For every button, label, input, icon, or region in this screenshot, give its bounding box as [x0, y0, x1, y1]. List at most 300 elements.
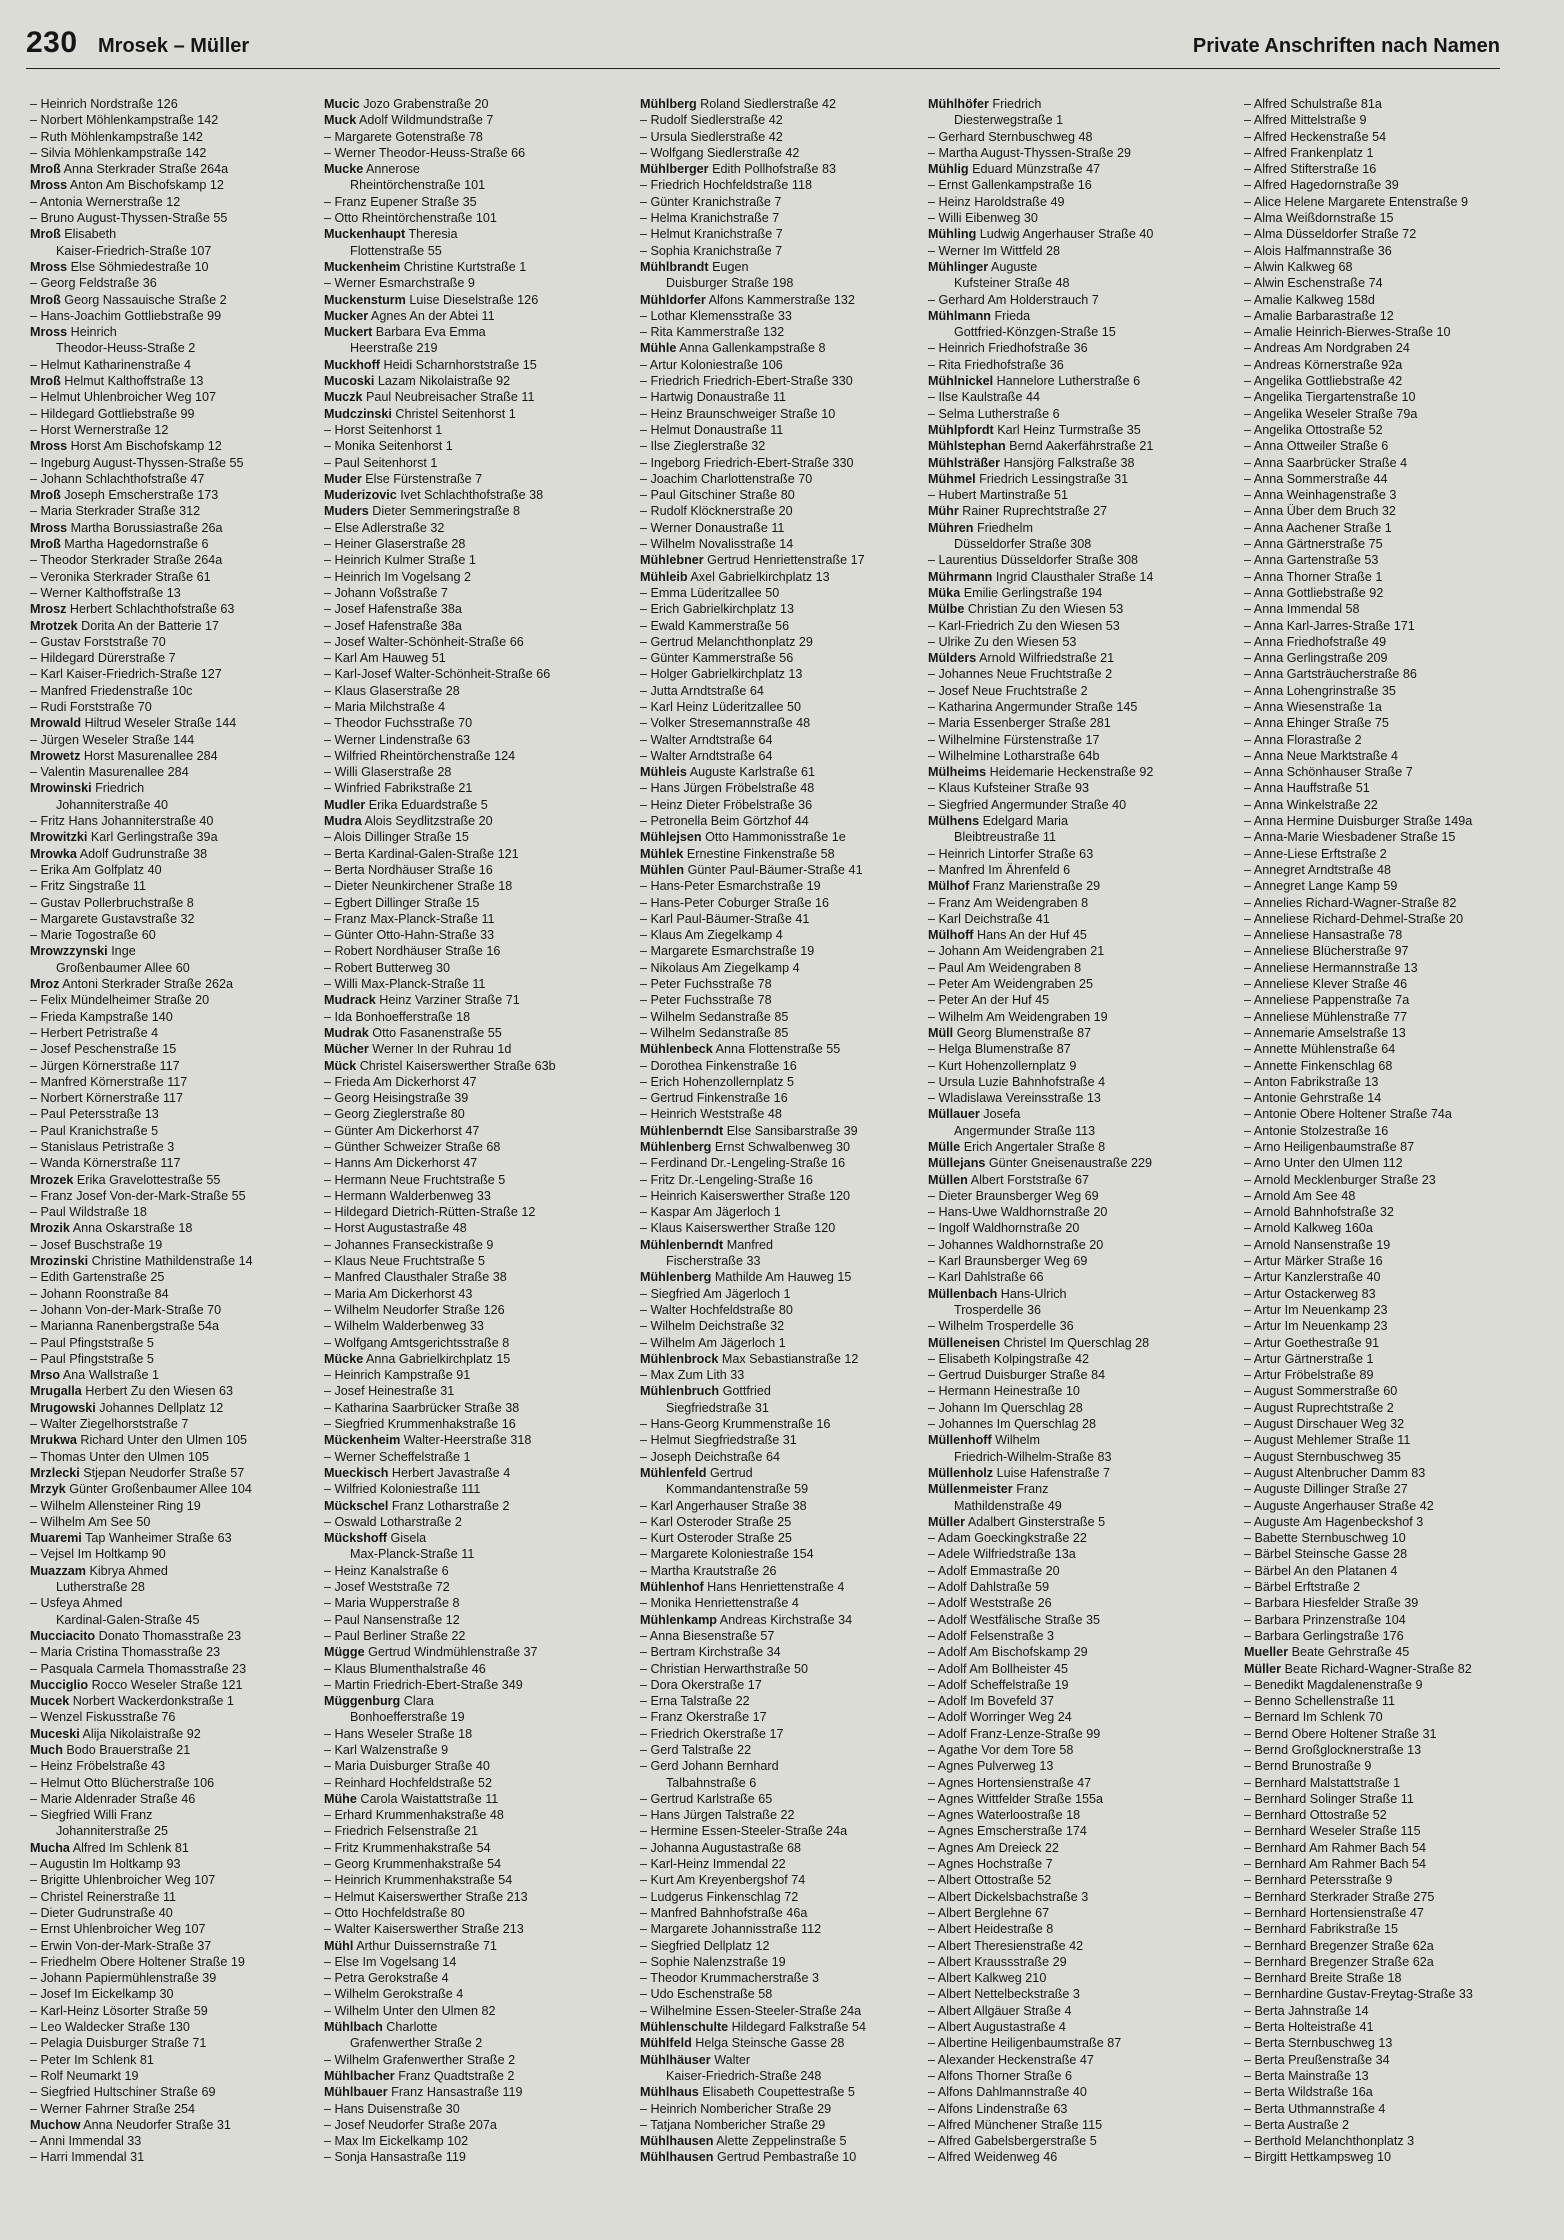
directory-entry	[1244, 1644, 1542, 1660]
entry-text: – Jürgen Körnerstraße 117	[30, 1058, 180, 1073]
entry-text: Erich Angertaler Straße 8	[963, 1140, 1106, 1154]
directory-entry	[324, 1318, 622, 1334]
entry-text: – Winfried Fabrikstraße 21	[324, 781, 473, 796]
directory-entry	[928, 520, 1226, 536]
directory-entry	[640, 324, 938, 340]
entry-text: – Paul Wildstraße 18	[30, 1205, 147, 1220]
directory-entry	[324, 683, 622, 699]
directory-entry	[30, 878, 328, 894]
surname: Mudrack	[324, 993, 376, 1008]
surname: Mrozik	[30, 1221, 70, 1236]
directory-entry	[324, 455, 622, 471]
entry-text: – Heinrich Krummenhakstraße 54	[324, 1873, 513, 1888]
directory-entry	[324, 536, 622, 552]
entry-text: – Manfred Bahnhofstraße 46a	[640, 1905, 808, 1920]
entry-text: – Heinrich Nombericher Straße 29	[640, 2101, 832, 2116]
entry-text: – Siegfried Am Jägerloch 1	[640, 1286, 791, 1301]
entry-text: – Ernst Gallenkampstraße 16	[928, 178, 1092, 193]
entry-text: – Heiner Glaserstraße 28	[324, 537, 466, 552]
entry-text: – Paul Seitenhorst 1	[324, 455, 438, 470]
entry-text: Annerose	[366, 162, 420, 177]
entry-text: – Dorothea Finkenstraße 16	[640, 1058, 797, 1073]
entry-text: – Rudi Forststraße 70	[30, 699, 152, 714]
entry-text: – Karl Dahlstraße 66	[928, 1270, 1044, 1285]
directory-entry	[324, 2101, 622, 2117]
directory-entry	[30, 275, 328, 291]
entry-text: Franz Quadtstraße 2	[398, 2068, 515, 2083]
directory-entry	[640, 927, 938, 943]
entry-text: Antoni Sterkrader Straße 262a	[62, 977, 234, 992]
entry-text: – Werner Kalthoffstraße 13	[30, 585, 181, 600]
entry-text: – Bernhard Bregenzer Straße 62a	[1244, 1954, 1434, 1969]
entry-text: Friedrich	[992, 97, 1042, 111]
entry-text: Alfred Im Schlenk 81	[72, 1840, 189, 1855]
directory-entry	[30, 292, 328, 308]
directory-entry	[30, 1791, 328, 1807]
directory-entry	[1244, 1498, 1542, 1514]
directory-entry	[1244, 2052, 1542, 2068]
entry-text: Andreas Kirchstraße 34	[719, 1612, 853, 1627]
directory-entry	[640, 1058, 938, 1074]
directory-entry	[928, 471, 1226, 487]
surname: Mroß	[30, 162, 61, 177]
entry-text: – Josef Neudorfer Straße 207a	[324, 2117, 497, 2132]
entry-text: – Anneliese Hermannstraße 13	[1244, 960, 1418, 975]
entry-text: – Laurentius Düsseldorfer Straße 308	[928, 553, 1139, 568]
entry-text: – Berta Nordhäuser Straße 16	[324, 862, 493, 877]
directory-entry	[640, 1302, 938, 1318]
entry-text: – Annegret Arndtstraße 48	[1244, 862, 1392, 877]
entry-text: – Wilfried Koloniestraße 111	[324, 1482, 481, 1497]
directory-entry	[1244, 1840, 1542, 1856]
directory-entry	[1244, 585, 1542, 601]
directory-entry	[640, 259, 938, 275]
directory-entry	[324, 259, 622, 275]
entry-text: – Karl Deichstraße 41	[928, 911, 1050, 926]
surname: Mrowetz	[30, 748, 81, 763]
entry-text: – Heinrich Kulmer Straße 1	[324, 553, 476, 568]
entry-text: – Bärbel Erftstraße 2	[1244, 1580, 1361, 1595]
directory-entry	[30, 1726, 328, 1742]
directory-entry	[324, 634, 622, 650]
directory-entry	[1244, 569, 1542, 585]
surname: Mührmann	[928, 569, 993, 584]
entry-text: – Gerd Talstraße 22	[640, 1742, 752, 1757]
surname: Mrotzek	[30, 618, 78, 633]
directory-entry	[928, 1546, 1226, 1562]
entry-text: – Otto Hochfeldstraße 80	[324, 1905, 465, 1920]
directory-entry	[928, 748, 1226, 764]
directory-entry	[324, 1530, 622, 1546]
directory-entry	[928, 1237, 1226, 1253]
entry-text: – Ulrike Zu den Wiesen 53	[928, 634, 1077, 649]
entry-text: – Veronika Sterkrader Straße 61	[30, 569, 211, 584]
entry-text: Christine Kurtstraße 1	[403, 259, 527, 274]
directory-entry	[640, 1758, 938, 1774]
entry-text: Stjepan Neudorfer Straße 57	[83, 1465, 245, 1480]
directory-entry	[640, 1612, 938, 1628]
directory-entry	[640, 226, 938, 242]
directory-entry	[928, 1677, 1226, 1693]
directory-entry	[30, 112, 328, 128]
entry-text: – Anneliese Pappenstraße 7a	[1244, 993, 1410, 1008]
entry-text: Friedrich	[95, 781, 145, 796]
directory-entry	[324, 943, 622, 959]
directory-entry	[30, 1530, 328, 1546]
directory-entry	[30, 177, 328, 193]
directory-entry	[640, 1970, 938, 1986]
directory-entry	[640, 1677, 938, 1693]
directory-entry	[1244, 1954, 1542, 1970]
entry-text: – Hans Duisenstraße 30	[324, 2101, 460, 2116]
directory-entry	[1244, 1709, 1542, 1725]
directory-entry	[640, 618, 938, 634]
directory-entry	[324, 406, 622, 422]
entry-text: – Klaus Neue Fruchtstraße 5	[324, 1254, 485, 1269]
entry-text: – Franz Okerstraße 17	[640, 1710, 767, 1725]
directory-entry	[324, 780, 622, 796]
entry-text: – Marie Togostraße 60	[30, 928, 156, 943]
entry-text: – Birgitt Hettkampsweg 10	[1244, 2150, 1391, 2165]
directory-entry	[30, 243, 328, 259]
entry-text: – Adele Wilfriedstraße 13a	[928, 1547, 1076, 1562]
entry-text: Alois Seydlitzstraße 20	[364, 814, 493, 829]
entry-text: – Helmut Uhlenbroicher Weg 107	[30, 390, 216, 405]
surname: Mucciacito	[30, 1628, 96, 1643]
directory-entry	[1244, 471, 1542, 487]
entry-text: – Otto Rheintörchenstraße 101	[324, 211, 497, 226]
directory-entry	[30, 1661, 328, 1677]
directory-entry	[324, 1449, 622, 1465]
entry-text: – Fritz Hans Johanniterstraße 40	[30, 814, 214, 829]
entry-text: Jozo Grabenstraße 20	[363, 97, 489, 111]
entry-text: – Petronella Beim Görtzhof 44	[640, 814, 809, 829]
directory-entry	[30, 1954, 328, 1970]
surname: Mühlinger	[928, 259, 989, 274]
directory-column-4	[928, 96, 1226, 2166]
entry-text: – Kurt Am Kreyenbergshof 74	[640, 1873, 806, 1888]
directory-entry	[928, 455, 1226, 471]
entry-text: Anton Am Bischofskamp 12	[69, 178, 224, 193]
entry-text: – Anna Hermine Duisburger Straße 149a	[1244, 814, 1473, 829]
directory-entry	[324, 1905, 622, 1921]
directory-entry	[1244, 618, 1542, 634]
directory-entry	[928, 1628, 1226, 1644]
directory-entry	[1244, 1025, 1542, 1041]
directory-entry	[640, 1498, 938, 1514]
entry-text: Else Fürstenstraße 7	[365, 471, 483, 486]
entry-text: – Gerhard Am Holderstrauch 7	[928, 292, 1099, 307]
directory-entry	[640, 1172, 938, 1188]
entry-text: – Albert Augustastraße 4	[928, 2020, 1066, 2035]
entry-text: – Heinrich Weststraße 48	[640, 1107, 782, 1122]
entry-text: – Annegret Lange Kamp 59	[1244, 879, 1398, 894]
entry-text: – Rolf Neumarkt 19	[30, 2068, 139, 2083]
entry-text: – Agnes Am Dreieck 22	[928, 1840, 1059, 1855]
directory-entry	[324, 357, 622, 373]
directory-entry	[1244, 960, 1542, 976]
entry-text: Ernestine Finkenstraße 58	[686, 846, 835, 861]
directory-entry	[928, 1155, 1226, 1171]
surname: Muceski	[30, 1726, 80, 1741]
entry-text: – Albert Dickelsbachstraße 3	[928, 1889, 1089, 1904]
directory-entry	[324, 585, 622, 601]
entry-text: – Alfred Hagedornstraße 39	[1244, 178, 1399, 193]
entry-text: – Anna Lohengrinstraße 35	[1244, 683, 1396, 698]
directory-entry	[928, 194, 1226, 210]
directory-entry	[324, 1204, 622, 1220]
directory-entry	[324, 927, 622, 943]
entry-text: – Erika Am Golfplatz 40	[30, 862, 162, 877]
directory-entry	[30, 1823, 328, 1839]
entry-text: Alette Zeppelinstraße 5	[716, 2134, 847, 2149]
entry-text: – Alma Weißdornstraße 15	[1244, 211, 1394, 226]
entry-text: Franz Marienstraße 29	[972, 879, 1101, 894]
directory-entry	[640, 748, 938, 764]
entry-text: – Josef Walter-Schönheit-Straße 66	[324, 634, 524, 649]
surname: Mroß	[30, 537, 61, 552]
entry-text: – Erna Talstraße 22	[640, 1694, 750, 1709]
directory-entry	[30, 1139, 328, 1155]
entry-text: – Siegfried Dellplatz 12	[640, 1938, 770, 1953]
directory-entry	[928, 129, 1226, 145]
surname: Mühren	[928, 520, 974, 535]
surname: Mroß	[30, 292, 61, 307]
entry-text: – Johann Von-der-Mark-Straße 70	[30, 1302, 222, 1317]
directory-entry	[928, 226, 1226, 242]
entry-text: – Agnes Wittfelder Straße 155a	[928, 1791, 1104, 1806]
entry-text: Angermunder Straße 113	[954, 1123, 1096, 1138]
entry-text: – Monika Seitenhorst 1	[324, 439, 453, 454]
directory-entry	[1244, 2133, 1542, 2149]
entry-text: Josefa	[983, 1107, 1021, 1122]
directory-entry	[928, 992, 1226, 1008]
surname: Mühlenkamp	[640, 1612, 717, 1627]
surname: Mühlberger	[640, 162, 709, 177]
directory-entry	[1244, 2019, 1542, 2035]
entry-text: – Georg Krummenhakstraße 54	[324, 1857, 502, 1872]
entry-text: – Bernhard Sterkrader Straße 275	[1244, 1889, 1435, 1904]
directory-entry	[928, 764, 1226, 780]
directory-entry	[1244, 2101, 1542, 2117]
entry-text: – Arnold Nansenstraße 19	[1244, 1237, 1391, 1252]
directory-entry	[30, 1921, 328, 1937]
surname: Mrukwa	[30, 1433, 77, 1448]
entry-text: – Anna Neue Marktstraße 4	[1244, 748, 1399, 763]
surname: Mühe	[324, 1791, 357, 1806]
directory-entry	[30, 1970, 328, 1986]
entry-text: – Wilhelm Am See 50	[30, 1514, 151, 1529]
surname: Müllenhoff	[928, 1433, 992, 1448]
directory-entry	[1244, 927, 1542, 943]
directory-entry	[1244, 161, 1542, 177]
directory-entry	[928, 1938, 1226, 1954]
directory-entry	[640, 471, 938, 487]
entry-text: Friedrich-Wilhelm-Straße 83	[954, 1449, 1112, 1464]
entry-text: – Wilhelmine Fürstenstraße 17	[928, 732, 1100, 747]
directory-entry	[324, 1041, 622, 1057]
directory-entry	[30, 715, 328, 731]
entry-text: – Annette Finkenschlag 68	[1244, 1058, 1393, 1073]
directory-entry	[324, 1009, 622, 1025]
directory-entry	[30, 1693, 328, 1709]
surname: Mrosz	[30, 602, 67, 617]
entry-text: Martha Hagedornstraße 6	[64, 537, 209, 552]
directory-entry	[928, 2035, 1226, 2051]
entry-text: Siegfriedstraße 31	[666, 1400, 769, 1415]
directory-entry	[30, 487, 328, 503]
entry-text: – Brigitte Uhlenbroicher Weg 107	[30, 1873, 216, 1888]
directory-entry	[640, 1204, 938, 1220]
directory-entry	[928, 943, 1226, 959]
directory-entry	[30, 992, 328, 1008]
entry-text: – Ingolf Waldhornstraße 20	[928, 1221, 1080, 1236]
entry-text: – Antonie Stolzestraße 16	[1244, 1123, 1389, 1138]
directory-entry	[1244, 438, 1542, 454]
directory-entry	[30, 1465, 328, 1481]
directory-entry	[640, 520, 938, 536]
entry-text: Alfons Kammerstraße 132	[708, 292, 855, 307]
entry-text: Beate Gehrstraße 45	[1291, 1645, 1410, 1660]
directory-entry	[640, 878, 938, 894]
entry-text: – Wilhelm Neudorfer Straße 126	[324, 1302, 505, 1317]
entry-text: – Wilhelm Am Jägerloch 1	[640, 1335, 786, 1350]
surname: Mross	[30, 439, 68, 454]
directory-entry	[324, 1220, 622, 1236]
entry-text: – Paul Nansenstraße 12	[324, 1612, 460, 1627]
surname: Muckenheim	[324, 259, 401, 274]
entry-text: – Friedhelm Obere Holtener Straße 19	[30, 1954, 245, 1969]
entry-text: – Theodor Krummacherstraße 3	[640, 1971, 819, 1986]
entry-text: – Manfred Clausthaler Straße 38	[324, 1270, 507, 1285]
entry-text: – Katharina Angermunder Straße 145	[928, 699, 1138, 714]
entry-text: – Annette Mühlenstraße 64	[1244, 1042, 1396, 1057]
directory-entry	[324, 308, 622, 324]
entry-text: – Rita Kammerstraße 132	[640, 325, 785, 340]
directory-entry	[30, 455, 328, 471]
entry-text: – Josef Hafenstraße 38a	[324, 602, 462, 617]
entry-text: – Erich Hohenzollernplatz 5	[640, 1074, 795, 1089]
entry-text: – Georg Zieglerstraße 80	[324, 1107, 465, 1122]
directory-entry	[324, 226, 622, 242]
directory-entry	[1244, 112, 1542, 128]
directory-entry	[640, 1742, 938, 1758]
directory-entry	[30, 552, 328, 568]
directory-entry	[928, 780, 1226, 796]
directory-entry	[30, 1383, 328, 1399]
directory-entry	[640, 601, 938, 617]
directory-entry	[640, 2133, 938, 2149]
entry-text: – Siegfried Krummenhakstraße 16	[324, 1417, 516, 1432]
entry-text: – Holger Gabrielkirchplatz 13	[640, 667, 803, 682]
entry-text: – Thomas Unter den Ulmen 105	[30, 1449, 209, 1464]
entry-text: – Frieda Am Dickerhorst 47	[324, 1074, 477, 1089]
directory-entry	[324, 210, 622, 226]
directory-entry	[324, 1074, 622, 1090]
directory-entry	[1244, 1058, 1542, 1074]
directory-entry	[30, 1758, 328, 1774]
directory-entry	[1244, 862, 1542, 878]
directory-entry	[640, 1383, 938, 1399]
entry-text: – Maria Essenberger Straße 281	[928, 716, 1111, 731]
directory-entry	[1244, 129, 1542, 145]
directory-entry	[324, 1286, 622, 1302]
entry-text: – Paul Pfingststraße 5	[30, 1351, 154, 1366]
entry-text: – Felix Mündelheimer Straße 20	[30, 993, 210, 1008]
entry-text: – Alois Halfmannstraße 36	[1244, 243, 1392, 258]
directory-entry	[1244, 699, 1542, 715]
entry-text: Lazam Nikolaistraße 92	[377, 374, 511, 389]
directory-entry	[30, 699, 328, 715]
entry-text: – Anna Schönhauser Straße 7	[1244, 765, 1413, 780]
surname: Mucha	[30, 1840, 70, 1855]
entry-text: – Wilhelm Sedanstraße 85	[640, 1025, 789, 1040]
entry-text: – Wladislawa Vereinsstraße 13	[928, 1091, 1101, 1106]
directory-entry	[1244, 145, 1542, 161]
directory-entry	[30, 259, 328, 275]
surname: Mühlenberndt	[640, 1237, 724, 1252]
directory-entry	[30, 129, 328, 145]
directory-entry	[928, 1220, 1226, 1236]
directory-entry	[324, 324, 622, 340]
directory-entry	[640, 308, 938, 324]
directory-entry	[1244, 748, 1542, 764]
entry-text: Ivet Schlachthofstraße 38	[400, 488, 544, 503]
directory-entry	[640, 1644, 938, 1660]
directory-entry	[324, 471, 622, 487]
entry-text: – Arno Heiligenbaumstraße 87	[1244, 1140, 1415, 1154]
entry-text: Horst Masurenallee 284	[83, 748, 218, 763]
directory-entry	[324, 732, 622, 748]
entry-text: – Josef Peschenstraße 15	[30, 1042, 177, 1057]
entry-text: – Hermann Neue Fruchtstraße 5	[324, 1172, 506, 1187]
directory-entry	[640, 829, 938, 845]
entry-text: – Oswald Lotharstraße 2	[324, 1514, 462, 1529]
directory-entry	[30, 2068, 328, 2084]
directory-entry	[324, 1856, 622, 1872]
entry-text: – Barbara Hiesfelder Straße 39	[1244, 1596, 1419, 1611]
entry-text: Ingrid Clausthaler Straße 14	[995, 569, 1154, 584]
entry-text: – Karl Osteroder Straße 25	[640, 1514, 792, 1529]
entry-text: – Theodor Fuchsstraße 70	[324, 716, 473, 731]
entry-text: – Siegfried Angermunder Straße 40	[928, 797, 1127, 812]
directory-entry	[1244, 1074, 1542, 1090]
entry-text: Karl Heinz Turmstraße 35	[997, 422, 1141, 437]
entry-text: – Heinz Kanalstraße 6	[324, 1563, 449, 1578]
directory-entry	[928, 666, 1226, 682]
directory-entry	[30, 1677, 328, 1693]
directory-entry	[1244, 650, 1542, 666]
entry-text: – Alwin Eschenstraße 74	[1244, 276, 1383, 291]
surname: Much	[30, 1742, 63, 1757]
entry-text: Anna Flottenstraße 55	[715, 1042, 841, 1057]
entry-text: – Karl Am Hauweg 51	[324, 651, 446, 666]
directory-entry	[640, 1546, 938, 1562]
directory-entry	[30, 1058, 328, 1074]
entry-text: – Anna Karl-Jarres-Straße 171	[1244, 618, 1415, 633]
entry-text: – Bernhard Fabrikstraße 15	[1244, 1922, 1398, 1937]
surname: Mühlsträßer	[928, 455, 1001, 470]
directory-entry	[30, 1367, 328, 1383]
entry-text: – Joseph Deichstraße 64	[640, 1449, 781, 1464]
surname: Müllenmeister	[928, 1482, 1013, 1497]
directory-entry	[324, 112, 622, 128]
entry-text: – Wilhelm Sedanstraße 85	[640, 1009, 789, 1024]
directory-entry	[324, 911, 622, 927]
entry-text: Kardinal-Galen-Straße 45	[56, 1612, 200, 1627]
directory-entry	[640, 1661, 938, 1677]
surname: Mühlberg	[640, 97, 697, 111]
